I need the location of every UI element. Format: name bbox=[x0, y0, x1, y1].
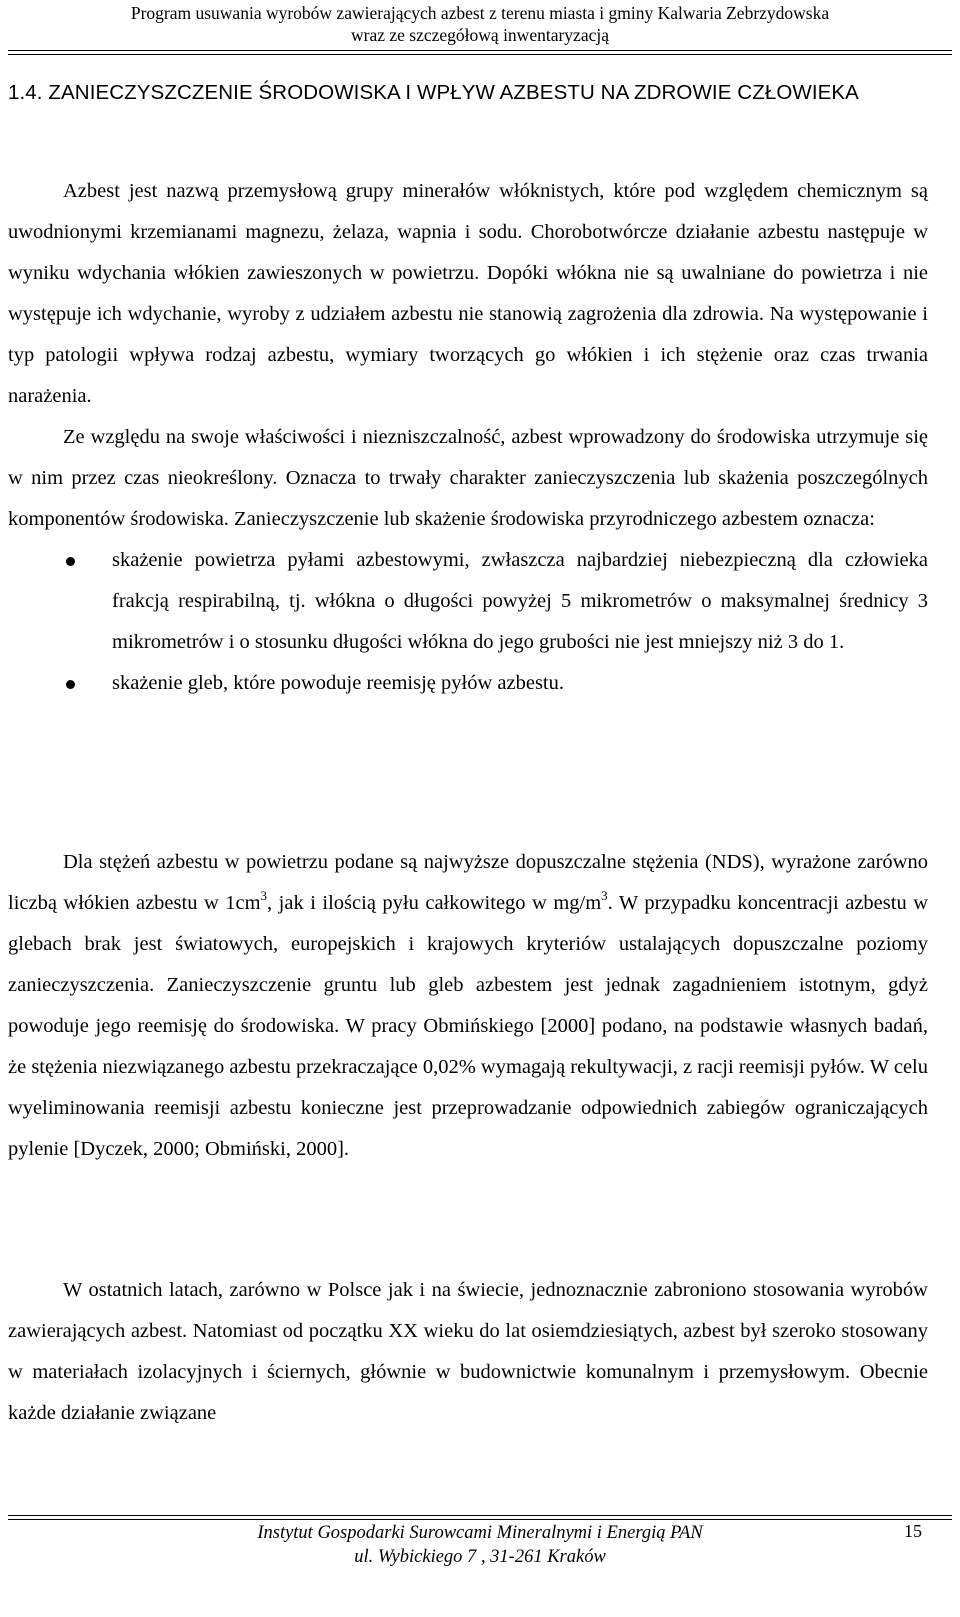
body-block-1 bbox=[8, 171, 928, 704]
paragraph-nds bbox=[8, 842, 928, 1170]
header-line-1: Program usuwania wyrobów zawierających azbest z terenu miasta i gminy Kalwaria Zebrzydowska bbox=[130, 3, 830, 23]
superscript-cm3: 3 bbox=[260, 888, 268, 903]
footer-address: ul. Wybickiego 7 , 31-261 Kraków bbox=[354, 1547, 606, 1567]
footer-institute: Instytut Gospodarki Surowcami Mineralnymi i Energią PAN bbox=[257, 1523, 703, 1543]
page-header bbox=[0, 0, 960, 46]
footer-rule bbox=[8, 1515, 952, 1516]
header-rule bbox=[8, 50, 952, 51]
paragraph-ban: W ostatnich latach, zarówno w Polsce jak i na świecie, jednoznacznie zabroniono stosowania wyrobów zawierających azbest. Natomiast od początku XX wieku do lat osiemdziesiątych, azbest był szeroko stosowany w materiałach izolacyjnych i ściernych, głównie w budownictwie komunalnym i przemysłowym. Obecnie każde działanie związane bbox=[8, 1279, 928, 1424]
header-rule-double bbox=[8, 54, 952, 55]
bullet-text-air: skażenie powietrza pyłami azbestowymi, zwłaszcza najbardziej niebezpieczną dla człowieka frakcją respirabilną, tj. włókna o długości powyżej 5 mikrometrów o maksymalnej średnicy 3 mikrometrów i o stosunku długości włókna do jego grubości nie jest mniejszy niż 3 do 1. bbox=[112, 549, 928, 653]
nds-text-2: , jak i ilością pyłu całkowitego w mg/m bbox=[267, 892, 602, 914]
paragraph-environment: Ze względu na swoje właściwości i niezniszczalność, azbest wprowadzony do środowiska utrzymuje się w nim przez czas nieokreślony. Oznacza to trwały charakter zanieczyszczenia lub skażenia poszczególnych komponentów środowiska. Zanieczyszczenie lub skażenie środowiska przyrodniczego azbestem oznacza: bbox=[8, 426, 928, 530]
page-number: 15 bbox=[904, 1521, 922, 1541]
list-item bbox=[8, 663, 928, 704]
nds-text-1: Dla stężeń azbestu w powietrzu podane są najwyższe dopuszczalne stężenia (NDS), wyrażone zarówno liczbą włókien azbestu w 1cm bbox=[8, 851, 928, 914]
nds-text-3: . W przypadku koncentracji azbestu w glebach brak jest światowych, europejskich i krajowych kryteriów ustalających dopuszczalne poziomy zanieczyszczenia. Zanieczyszczenie gruntu lub gleb azbestem jest jednak zagadnieniem istotnym, gdyż powoduje jego reemisję do środowiska. W pracy Obmińskiego [2000] podano, na podstawie własnych badań, że stężenia niezwiązanego azbestu przekraczające 0,02% wymagają rekultywacji, z racji reemisji pyłów. W celu wyeliminowania reemisji azbestu konieczne jest przeprowadzanie odpowiednich zabiegów ograniczających pylenie [Dyczek, 2000; Obmiński, 2000]. bbox=[8, 892, 928, 1160]
pollution-bullet-list bbox=[8, 540, 928, 704]
bullet-icon bbox=[66, 680, 75, 689]
superscript-m3: 3 bbox=[601, 888, 608, 903]
body-block-3 bbox=[8, 1270, 928, 1434]
list-item bbox=[8, 540, 928, 663]
paragraph-asbestos-definition: Azbest jest nazwą przemysłową grupy minerałów włóknistych, które pod względem chemicznym są uwodnionymi krzemianami magnezu, żelaza, wapnia i sodu. Chorobotwórcze działanie azbestu następuje w wyniku wdychania włókien zawieszonych w powietrzu. Dopóki włókna nie są uwalniane do powietrza i nie występuje ich wdychanie, wyroby z udziałem azbestu nie stanowią zagrożenia dla zdrowia. Na występowanie i typ patologii wpływa rodzaj azbestu, wymiary tworzących go włókien i ich stężenie oraz czas trwania narażenia. bbox=[8, 180, 928, 407]
bullet-icon bbox=[66, 557, 75, 566]
header-line-2: wraz ze szczegółową inwentaryzacją bbox=[351, 25, 609, 45]
page-footer bbox=[0, 1521, 960, 1569]
bullet-text-soil: skażenie gleb, które powoduje reemisję pyłów azbestu. bbox=[112, 672, 564, 694]
section-title: 1.4. ZANIECZYSZCZENIE ŚRODOWISKA I WPŁYW AZBESTU NA ZDROWIE CZŁOWIEKA bbox=[8, 81, 859, 104]
footer-rule-double bbox=[8, 1519, 952, 1520]
body-block-2 bbox=[8, 842, 928, 1170]
